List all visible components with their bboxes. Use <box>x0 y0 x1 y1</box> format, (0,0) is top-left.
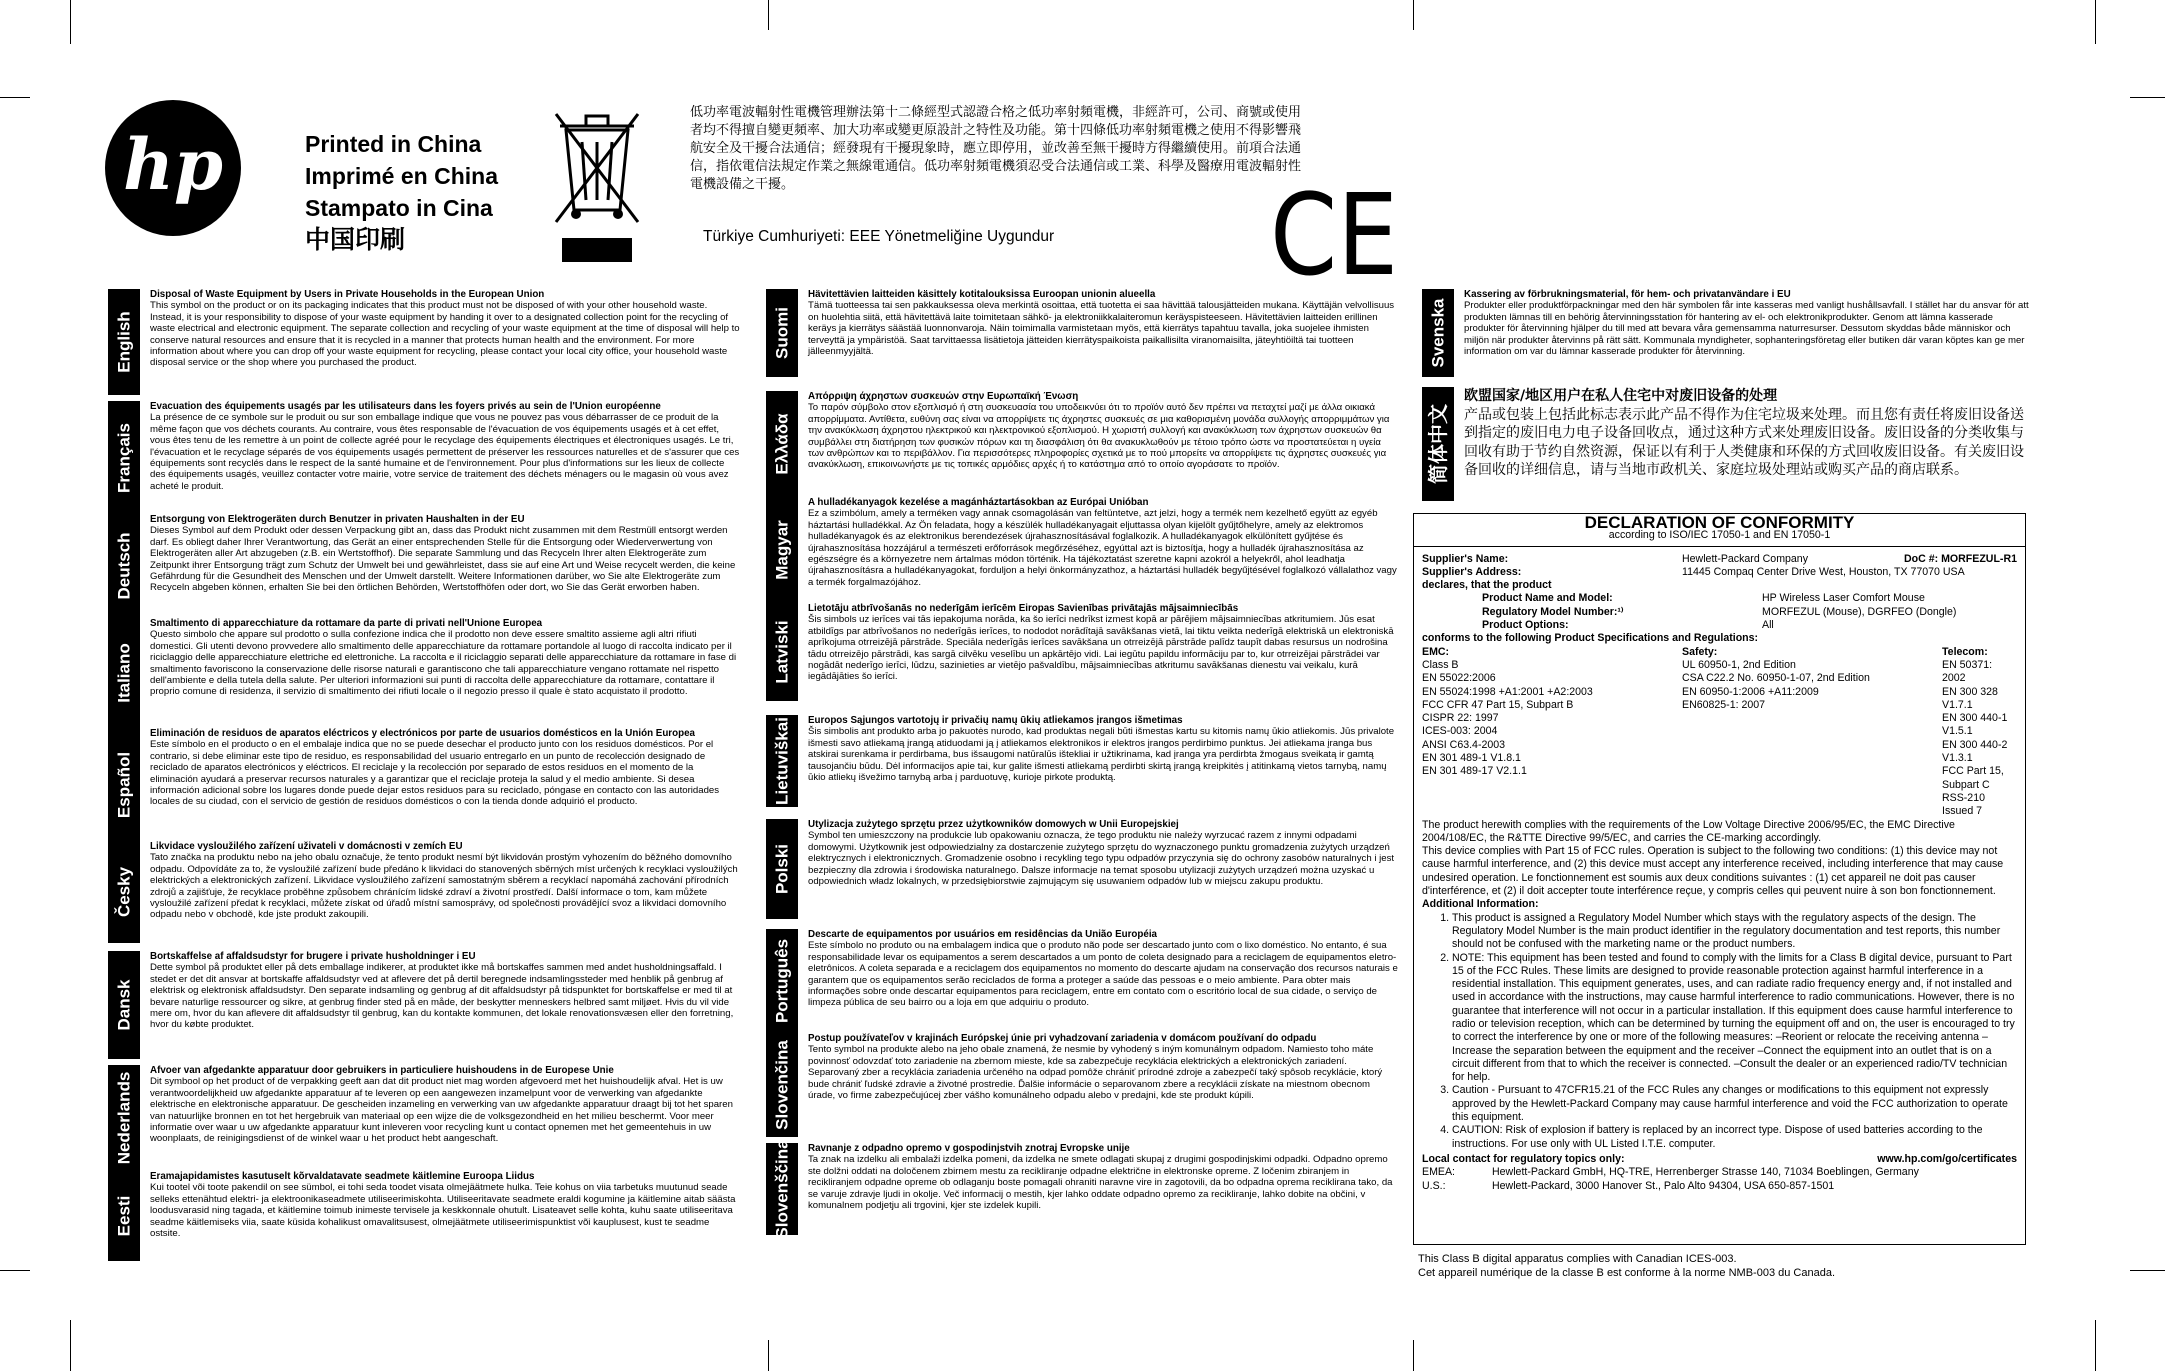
us-address: Hewlett-Packard, 3000 Hanover St., Palo Alto 94304, USA 650-857-1501 <box>1492 1179 1835 1192</box>
section-title: Kassering av förbrukningsmaterial, för hem- och privatanvändare i EU <box>1464 289 1791 300</box>
section-svenska <box>1422 289 2032 377</box>
tab-svenska: Svenska <box>1422 289 1454 377</box>
section-eesti <box>108 1171 740 1261</box>
section-francais <box>108 401 740 514</box>
section-dansk <box>108 951 740 1059</box>
section-body: Kui tootel või toote pakendil on see sümbol, ei tohi seda toodet visata olmejäätmete hulka. Teie kohus on viia tarbetuks muutunud seade selleks ettenähtud elektri- ja elektroonikaseadmete utiliseerimiskohta. Utiliseeritavate seadmete eraldi kogumine ja käitlemine aitab säästa loodusvarasid ning tagada, et käitlemine toimub inimeste tervisele ja keskkonnale ohutult. Lisateavet selle kohta, kuhu saate utiliseeritava seadme käitlemiseks viia, saate küsida kohalikust omavalitsusest, olmejäätmete utiliseerimispunktist või kauplusest, kust te seadme ostsite. <box>150 1182 736 1240</box>
crop-mark <box>2130 1270 2165 1271</box>
emc-col <box>1422 646 1622 819</box>
emc-item: FCC CFR 47 Part 15, Subpart B <box>1422 698 1574 711</box>
tab-magyar: Magyar <box>766 497 798 603</box>
section-title: Postup používateľov v krajinách Európskej únie pri vyhadzovaní zariadenia v domácom používaní do odpadu <box>808 1033 1317 1044</box>
column-2 <box>766 289 1398 1239</box>
tab-portugues: Português <box>766 929 798 1033</box>
product-name-label: Product Name and Model: <box>1482 592 1613 605</box>
regulatory-row <box>1422 606 2017 619</box>
section-title: Likvidace vysloužilého zařízení uživateli v domácnosti v zemích EU <box>150 841 463 852</box>
section-title: Hävitettävien laitteiden käsittely kotitalouksissa Euroopan unionin alueella <box>808 289 1156 300</box>
crop-mark <box>2095 1320 2096 1371</box>
declares-line: declares, that the product <box>1422 579 1552 592</box>
tab-lietuviskai: Lietuviškai <box>766 715 798 807</box>
emc-item: EN 301 489-1 V1.8.1 <box>1422 752 1521 765</box>
safety-col <box>1622 646 1942 819</box>
section-title: Evacuation des équipements usagés par les utilisateurs dans les foyers privés au sein de l'Union européenne <box>150 401 661 412</box>
section-title: Utylizacja zużytego sprzętu przez użytkowników domowych w Unii Europejskiej <box>808 819 1179 830</box>
section-latviski <box>766 603 1398 701</box>
section-slovencina <box>766 1033 1398 1137</box>
section-title: Afvoer van afgedankte apparatuur door gebruikers in particuliere huishoudens in de Europese Unie <box>150 1065 614 1076</box>
tab-slovencina: Slovenčina <box>766 1033 798 1137</box>
tab-dansk: Dansk <box>108 951 140 1059</box>
column-3 <box>1422 289 2032 501</box>
section-lietuviskai <box>766 715 1398 807</box>
spec-table <box>1422 646 2017 819</box>
doc-number: DoC #: MORFEZUL-R1 <box>1904 552 2017 565</box>
emea-row <box>1422 1166 2017 1179</box>
emc-label: EMC: <box>1422 645 1450 658</box>
emc-item: EN 55024:1998 +A1:2001 +A2:2003 <box>1422 685 1593 698</box>
tab-cesky: Česky <box>108 841 140 943</box>
crop-mark <box>768 1340 769 1371</box>
section-body: Το παρόν σύμβολο στον εξοπλισμό ή στη συσκευασία του υποδεικνύει ότι το προϊόν αυτό δεν πρέπει να πεταχτεί μαζί με άλλα οικιακά απορρίμματα. Αντίθετα, ευθύνη σας είναι να απορρίψετε τις άχρηστες συσκευές σε μια καθορισμένη μονάδα συλλογής απορριμμάτων για την ανακύκλωση άχρηστου ηλεκτρικού και ηλεκτρονικού εξοπλισμού. Η χωριστή συλλογή και ανακύκλωση των άχρηστων συσκευών θα συμβάλλει στη διατήρηση των φυσικών πόρων και τη διασφάλιση ότι θα ανακυκλωθούν με τέτοιο τρόπο ώστε να προστατεύεται η υγεία των ανθρώπων και το περιβάλλον. Για περισσότερες πληροφορίες σχετικά με το πού μπορείτε να απορρίψετε τις άχρηστες συσκευές για ανακύκλωση, επικοινωνήστε με τις τοπικές αρμόδιες αρχές ή το κατάστημα από το οποίο αγοράσατε το προϊόν. <box>808 402 1390 471</box>
crop-mark <box>768 0 769 30</box>
column-1 <box>108 289 740 1261</box>
section-body: Ez a szimbólum, amely a terméken vagy annak csomagolásán van feltüntetve, azt jelzi, hogy a termék nem kezelhető együtt az egyéb háztartási hulladékkal. Az Ön feladata, hogy a készülék hulladékanyagait eljuttassa olyan kijelölt gyűjtőhelyre, amely az elektromos hulladékanyagok és az elektronikus berendezések újrahasznosításával foglalkozik. A hulladékanyagok elkülönített gyűjtése és újrahasznosítása hozzájárul a természeti erőforrások megőrzéséhez, egyúttal azt is biztosítja, hogy a hulladék újrahasznosítása az egészségre és a környezetre nem ártalmas módon történik. Ha tájékoztatást szeretne kapni azokról a helyekről, ahol leadhatja újrahasznosításra a hulladékanyagokat, forduljon a helyi önkormányzathoz, a háztartási hulladék begyűjtésével foglalkozó vállalathoz vagy a termék forgalmazójához. <box>808 508 1397 588</box>
section-body: Dit symbool op het product of de verpakking geeft aan dat dit product niet mag worden afgevoerd met het huishoudelijk afval. Het is uw verantwoordelijkheid uw afgedankte apparatuur af te leveren op een aangewezen inzamelpunt voor de verwerking van afgedankte elektrische en elektronische apparatuur. De gescheiden inzameling en verwerking van uw afgedankte apparatuur draagt bij tot het sparen van natuurlijke bronnen en tot het hergebruik van materiaal op een wijze die de volksgezondheid en het milieu beschermt. Voor meer informatie over waar u uw afgedankte apparatuur kunt inleveren voor recycling kunt u contact opnemen met het gemeentehuis in uw woonplaats, de reinigingsdienst of de winkel waar u het product hebt aangeschaft. <box>150 1076 733 1145</box>
section-body: 产品或包装上包括此标志表示此产品不得作为住宅垃圾来处理。而且您有责任将废旧设备送到指定的废旧电力电子设备回收点，通过这种方式来处理废旧设备。废旧设备的分类收集与回收有助于节约自然资源，保证以有利于人类健康和环保的方式回收废旧设备。有关废旧设备回收的详细信息，请与当地市政机关、家庭垃圾处理站或购买产品的商店联系。 <box>1464 406 2024 478</box>
emc-item: EN 301 489-17 V2.1.1 <box>1422 765 1527 778</box>
supplier-name-label: Supplier's Name: <box>1422 552 1509 565</box>
crop-mark <box>0 97 30 98</box>
section-english <box>108 289 740 395</box>
tab-francais: Français <box>108 401 140 514</box>
emc-item: Class B <box>1422 658 1459 671</box>
tab-polski: Polski <box>766 819 798 919</box>
telecom-col <box>1942 646 2017 819</box>
section-body: La présence de ce symbole sur le produit ou sur son emballage indique que vous ne pouvez pas vous débarrasser de ce produit de la même façon que vos déchets courants. Au contraire, vous êtes responsable de l'évacuation de vos équipements usagés et à cet effet, vous êtes tenu de les remettre à un point de collecte agréé pour le recyclage des équipements électriques et électroniques usagés. Le tri, l'évacuation et le recyclage séparés de vos équipements usagés permettent de préserver les ressources naturelles et de s'assurer que ces équipements sont recyclés dans le respect de la santé humaine et de l'environnement. Pour plus d'informations sur les lieux de collecte des équipements usagés, veuillez contacter votre mairie, votre service de traitement des déchets ménagers ou le magasin où vous avez acheté le produit. <box>150 412 740 492</box>
tab-deutsch: Deutsch <box>108 514 140 618</box>
section-title: Απόρριψη άχρηστων συσκευών στην Ευρωπαϊκή Ένωση <box>808 391 1079 402</box>
emea-label: EMEA: <box>1422 1166 1455 1179</box>
section-title: A hulladékanyagok kezelése a magánháztartásokban az Európai Unióban <box>808 497 1149 508</box>
safety-item: EN 60950-1:2006 +A11:2009 <box>1682 685 1819 698</box>
note-item: 1. This product is assigned a Regulatory Model Number which stays with the regulatory aspects of the design. The Regulatory Model Number is the main product identifier in the regulatory documentation and test reports, this number should not be confused with the marketing name or the product numbers. <box>1452 912 2017 952</box>
fcc-statement: This device complies with Part 15 of FCC rules. Operation is subject to the following two conditions: (1) this device may not cause harmful interference, and (2) this device must accept any interference received, including interference that may cause undesired operation. Le fonctionnement est soumis aux deux conditions suivantes : (1) cet appareil ne doit pas causer d'interférence, et (2) il doit accepter toute interférence reçue, y compris celles qui peuvent nuire à son bon fonctionnement. <box>1422 845 2004 898</box>
section-title: Lietotāju atbrīvošanās no nederīgām ierīcēm Eiropas Savienības privātajās mājsaimniecībās <box>808 603 1239 614</box>
section-body: Este símbolo en el producto o en el embalaje indica que no se puede desechar el producto junto con los residuos domésticos. Por el contrario, si debe eliminar este tipo de residuo, es responsabilidad del usuario entregarlo en un punto de recolección designado de reciclado de aparatos electrónicos y eléctricos. El reciclaje y la recolección por separado de estos residuos en el momento de la eliminación ayudará a preservar recursos naturales y a garantizar que el reciclaje proteja la salud y el medio ambiente. Si desea información adicional sobre los lugares donde puede dejar estos residuos para su reciclado, póngase en contacto con las autoridades locales de su ciudad, con el servicio de gestión de residuos domésticos o con la tienda donde adquirió el producto. <box>150 739 720 808</box>
tab-eesti: Eesti <box>108 1171 140 1261</box>
emc-item: CISPR 22: 1997 <box>1422 712 1499 725</box>
emc-item: ICES-003: 2004 <box>1422 725 1498 738</box>
section-title: Eramajapidamistes kasutuselt kõrvaldatavate seadmete käitlemine Euroopa Liidus <box>150 1171 535 1182</box>
safety-label: Safety: <box>1682 645 1718 658</box>
section-body: Este símbolo no produto ou na embalagem indica que o produto não pode ser descartado junto com o lixo doméstico. No entanto, é sua responsabilidade levar os equipamentos a serem descartados a um ponto de coleta designado para a reciclagem de equipamentos eletro-eletrônicos. A coleta separada e a reciclagem dos equipamentos no momento do descarte ajudam na conservação dos recursos naturais e garantem que os equipamentos serão reciclados de forma a proteger a saúde das pessoas e o meio ambiente. Para obter mais informações sobre onde descartar equipamentos para reciclagem, entre em contato com o escritório local de sua cidade, o serviço de limpeza pública de seu bairro ou a loja em que adquiriu o produto. <box>808 940 1398 1009</box>
printed-in-block <box>305 128 498 256</box>
tab-english: English <box>108 289 140 395</box>
telecom-item: EN 300 440-1 V1.5.1 <box>1942 712 2008 738</box>
supplier-name-row <box>1422 553 2017 566</box>
section-body: This symbol on the product or on its packaging indicates that this product must not be disposed of with your other household waste. Instead, it is your responsibility to dispose of your waste equipment by handing it over to a designated collection point for the recycling of waste electrical and electronic equipment. The separate collection and recycling of your waste equipment at the time of disposal will help to conserve natural resources and ensure that it is recycled in a manner that protects human health and the environment. For more information about where you can drop off your waste equipment for recycling, please contact your local city office, your household waste disposal service or the shop where you purchased the product. <box>150 300 740 369</box>
section-body: Tämä tuotteessa tai sen pakkauksessa oleva merkintä osoittaa, että tuotetta ei saa hävittää talousjätteiden mukana. Käyttäjän velvollisuus on huolehtia siitä, että hävitettävä laite toimitetaan sähkö- ja elektroniikkalaiteromun keräyspisteeseen. Hävitettävien laitteiden erillinen keräys ja kierrätys säästää luonnonvaroja. Näin toimimalla varmistetaan myös, että kierrätys tapahtuu tavalla, joka suojelee ihmisten terveyttä ja ympäristöä. Saat tarvittaessa lisätietoja jätteiden kierrätyspaikoista paikallisilta viranomaisilta, jäteyhtiöiltä tai tuotteen jälleenmyyjältä. <box>808 300 1395 358</box>
additional-info-label: Additional Information: <box>1422 898 1539 911</box>
note-item: 4. CAUTION: Risk of explosion if battery is replaced by an incorrect type. Dispose of used batteries according to the instructions. For use only with UL Listed I.T.E. computer. <box>1452 1124 2017 1151</box>
telecom-item: EN 300 328 V1.7.1 <box>1942 685 1998 711</box>
emc-item: ANSI C63.4-2003 <box>1422 738 1506 751</box>
product-name: HP Wireless Laser Comfort Mouse <box>1762 592 1925 605</box>
canada-ices-fr: Cet appareil numérique de la classe B est conforme à la norme NMB-003 du Canada. <box>1418 1267 1836 1279</box>
us-label: U.S.: <box>1422 1179 1446 1192</box>
section-body: Questo simbolo che appare sul prodotto o sulla confezione indica che il prodotto non deve essere smaltito assieme agli altri rifiuti domestici. Gli utenti devono provvedere allo smaltimento delle apparecchiature da rottamare portandole al luogo di raccolta indicato per il riciclaggio delle apparecchiature elettriche ed elettroniche. La raccolta e il riciclaggio separati delle apparecchiature da rottamare in fase di smaltimento favoriscono la conservazione delle risorse naturali e garantiscono che tali apparecchiature vengano rottamate nel rispetto dell'ambiente e della tutela della salute. Per ulteriori informazioni sui punti di raccolta delle apparecchiature da rottamare, contattare il proprio comune di residenza, il servizio di smaltimento dei rifiuti locale o il negozio presso il quale è stato acquistato il prodotto. <box>150 629 737 698</box>
safety-item: CSA C22.2 No. 60950-1-07, 2nd Edition <box>1682 672 1870 685</box>
crop-mark <box>1413 1340 1414 1371</box>
section-title: Smaltimento di apparecchiature da rottamare da parte di privati nell'Unione Europea <box>150 618 543 629</box>
section-body: Produkter eller produktförpackningar med den här symbolen får inte kasseras med vanligt hushållsavfall. I stället har du ansvar för att produkten lämnas till en behörig återvinningsstation för hantering av el- och elektronikprodukter. Genom att lämna kasserade produkter för återvinning hjälper du till med att bevara våra gemensamma naturresurser. Dessutom skyddas både människor och miljön när produkter återvinns på rätt sätt. Kommunala myndigheter, sophanteringsföretag eller butiken där varan köptes kan ge mer information om var du lämnar kasserade produkter för återvinning. <box>1464 300 2029 358</box>
doc-subtitle: according to ISO/IEC 17050-1 and EN 17050-1 <box>1608 529 1831 542</box>
section-title: Descarte de equipamentos por usuários em residências da União Européia <box>808 929 1157 940</box>
emc-item: EN 55022:2006 <box>1422 672 1496 685</box>
doc-title: DECLARATION OF CONFORMITY <box>1584 513 1855 532</box>
crop-mark <box>70 0 71 44</box>
tab-latviski: Latviski <box>766 603 798 701</box>
crop-mark <box>2095 0 2096 44</box>
safety-item: EN60825-1: 2007 <box>1682 698 1766 711</box>
tab-suomi: Suomi <box>766 289 798 377</box>
section-portugues <box>766 929 1398 1033</box>
supplier-name: Hewlett-Packard Company <box>1682 552 1808 565</box>
compliance-statement: The product herewith complies with the requirements of the Low Voltage Directive 2006/95/EC, the EMC Directive 2004/108/EC, the R&TTE Directive 99/5/EC, and carries the CE-marking accordingly. <box>1422 818 1955 844</box>
telecom-item: RSS-210 Issued 7 <box>1942 791 1985 818</box>
section-title: Disposal of Waste Equipment by Users in Private Households in the European Union <box>150 289 545 300</box>
turkey-eee-notice: Türkiye Cumhuriyeti: EEE Yönetmeliğine Uygundur <box>703 228 1055 245</box>
section-italiano <box>108 618 740 728</box>
hp-logo-icon <box>104 99 242 237</box>
canada-ices-en: This Class B digital apparatus complies with Canadian ICES-003. <box>1418 1253 1737 1265</box>
tab-espanol: Español <box>108 728 140 841</box>
ce-mark-icon <box>1270 171 1400 301</box>
section-chinese <box>1422 387 2032 501</box>
crop-mark <box>0 1270 30 1271</box>
svg-text:CE: CE <box>1270 171 1398 301</box>
tab-nederlands: Nederlands <box>108 1065 140 1171</box>
printed-cn: 中国印刷 <box>305 225 406 254</box>
section-body: Ta znak na izdelku ali embalaži izdelka pomeni, da izdelka ne smete odlagati skupaj z drugimi gospodinjskimi odpadki. Odpadno opremo ste dolžni oddati na določenem zbirnem mestu za recikliranje odpadne električne in elektronske opreme. Z ločenim zbiranjem in recikliranjem odpadne opreme ob odlaganju boste pomagali ohraniti naravne vire in zagotovili, da bo odpadna oprema reciklirana tako, da se varuje zdravje ljudi in okolje. Več informacij o mestih, kjer lahko oddate odpadno opremo za recikliranje, lahko dobite na občini, v komunalnem podjetju ali trgovini, kjer ste izdelek kupili. <box>808 1154 1393 1212</box>
weee-bin-icon <box>552 110 642 265</box>
section-polski <box>766 819 1398 919</box>
section-body: Šis simbols uz ierīces vai tās iepakojuma norāda, ka šo ierīci nedrīkst izmest kopā ar pārējiem mājsaimniecības atkritumiem. Jūs esat atbildīgs par atbrīvošanos no nederīgās ierīces, to nododot norādītajā savākšanas vietā, lai tiktu veikta nederīgā elektriskā un elektroniskā aprīkojuma otrreizējā pārstrāde. Speciāla nederīgās ierīces savākšana un otrreizējā pārstrāde palīdz taupīt dabas resursus un nodrošina tādu otrreizējo pārstrādi, kas sargā cilvēku veselību un apkārtējo vidi. Lai iegūtu papildu informāciju par to, kur otrreizējai pārstrādei var nogādāt nederīgo ierīci, lūdzu, sazinieties ar vietējo pašvaldību, mājsaimniecības atkritumu savākšanas dienestu vai veikalu, kurā iegādājāties šo ierīci. <box>808 614 1394 683</box>
taiwan-ncc-notice: 低功率電波輻射性電機管理辦法第十二條經型式認證合格之低功率射頻電機，非經許可，公司、商號或使用者均不得擅自變更頻率、加大功率或變更原設計之特性及功能。第十四條低功率射頻電機之使用不得影響飛航安全及干擾合法通信；經發現有干擾現象時，應立即停用，並改善至無干擾時方得繼續使用。前項合法通信，指依電信法規定作業之無線電通信。低功率射頻電機須忍受合法通信或工業、科學及醫療用電波輻射性電機設備之干擾。 <box>690 105 1302 192</box>
section-deutsch <box>108 514 740 618</box>
section-title: 欧盟国家/地区用户在私人住宅中对废旧设备的处理 <box>1464 388 1778 404</box>
section-body: Šis simbolis ant produkto arba jo pakuotės nurodo, kad produktas negali būti išmestas kartu su kitomis namų ūkio atliekomis. Jūs privalote išmesti savo atliekamą įrangą atiduodami ją į atliekamos elektronikos ir elektros įrangos perdirbimo punktus. Jei atliekama įranga bus atskirai surenkama ir perdirbama, bus išsaugomi natūralūs ištekliai ir užtikrinama, kad įranga yra perdirbta žmogaus sveikatą ir gamtą tausojančiu būdu. Dėl informacijos apie tai, kur galite išmesti atliekamą perdirbti skirtą įrangą kreipkitės į atitinkamą vietos tarnybą, namų ūkio atliekų išvežimo tarnybą arba į parduotuvę, kurioje pirkote produktą. <box>808 726 1395 784</box>
doc-header <box>1414 514 2025 547</box>
section-title: Europos Sąjungos vartotojų ir privačių namų ūkių atliekamos įrangos išmetimas <box>808 715 1183 726</box>
hp-logo <box>104 99 242 237</box>
tab-slovenscina: Slovenščina <box>766 1143 798 1235</box>
section-body: Dette symbol på produktet eller på dets emballage indikerer, at produktet ikke må bortskaffes sammen med andet husholdningsaffald. I stedet er det dit ansvar at bortskaffe affaldsudstyr ved at aflevere det på dertil beregnede indsamlingssteder med henblik på genbrug af elektrisk og elektronisk affaldsudstyr. Den separate indsamling og genbrug af dit affaldsudstyr på tidspunktet for bortskaffelse er med til at bevare naturlige ressourcer og sikre, at genbrug finder sted på en måde, der beskytter menneskers helbred samt miljøet. Hvis du vil vide mere om, hvor du kan aflevere dit affaldsudstyr til genbrug, kan du kontakte kommunen, det lokale renovationsvæsen eller den forretning, hvor du købte produktet. <box>150 962 734 1031</box>
conforms-line: conforms to the following Product Specifications and Regulations: <box>1422 632 1759 645</box>
section-title: Eliminación de residuos de aparatos eléctricos y electrónicos por parte de usuarios domésticos en la Unión Europea <box>150 728 695 739</box>
supplier-address-row <box>1422 566 2017 579</box>
section-body: Symbol ten umieszczony na produkcie lub opakowaniu oznacza, że tego produktu nie należy wyrzucać razem z innymi odpadami domowymi. Użytkownik jest odpowiedzialny za dostarczenie zużytego sprzętu do wyznaczonego punktu gromadzenia zużytych urządzeń elektrycznych i elektronicznych. Gromadzenie osobno i recykling tego typu odpadów przyczynia się do ochrony zasobów naturalnych i jest bezpieczny dla zdrowia i środowiska naturalnego. Dalsze informacje na temat sposobu utylizacji zużytych urządzeń można uzyskać u odpowiednich władz lokalnych, w przedsiębiorstwie zajmującym się usuwaniem odpadów lub w miejscu zakupu produktu. <box>808 830 1395 888</box>
section-slovenscina <box>766 1139 1398 1239</box>
printed-it: Stampato in Cina <box>305 195 493 221</box>
section-title: Ravnanje z odpadno opremo v gospodinjstvih znotraj Evropske unije <box>808 1143 1130 1154</box>
tab-italiano: Italiano <box>108 618 140 728</box>
printed-fr: Imprimé en China <box>305 163 498 189</box>
local-contact-row <box>1422 1153 2017 1166</box>
supplier-address: 11445 Compaq Center Drive West, Houston, TX 77070 USA <box>1682 565 1965 578</box>
certificates-link[interactable]: www.hp.com/go/certificates <box>1877 1152 2017 1165</box>
svg-text:hp: hp <box>123 123 223 206</box>
supplier-address-label: Supplier's Address: <box>1422 565 1522 578</box>
crop-mark <box>70 1320 71 1371</box>
section-espanol <box>108 728 740 841</box>
options-row <box>1422 619 2017 632</box>
section-body: Tento symbol na produkte alebo na jeho obale znamená, že nesmie by vyhodený s iným komunálnym odpadom. Namiesto toho máte povinnosť odovzdať toto zariadenie na zbernom mieste, kde sa zabezpečuje recyklácia elektrických a elektronických zariadení. Separovaný zber a recyklácia zariadenia určeného na odpad pomôže chrániť prírodné zdroje a zabezpečí taký spôsob recyklácie, ktorý bude chrániť ľudské zdravie a životné prostredie. Ďalšie informácie o separovanom zbere a recyklácii získate na miestnom obecnom úrade, vo firme zabezpečujúcej zber vášho komunálneho odpadu alebo v predajni, kde ste produkt kúpili. <box>808 1044 1383 1102</box>
options-label: Product Options: <box>1482 619 1569 632</box>
section-ellada <box>766 391 1398 497</box>
section-title: Entsorgung von Elektrogeräten durch Benutzer in privaten Haushalten in der EU <box>150 514 525 525</box>
note-item: 3. Caution - Pursuant to 47CFR15.21 of the FCC Rules any changes or modifications to this equipment not expressly approved by the Hewlett-Packard Company may cause harmful interference and void the FCC authorization to operate this equipment. <box>1452 1084 2017 1124</box>
note-item: 2. NOTE: This equipment has been tested and found to comply with the limits for a Class B digital device, pursuant to Part 15 of the FCC Rules. These limits are designed to provide reasonable protection against harmful interference in a residential installation. This equipment generates, uses, and can radiate radio frequency energy and, if not installed and used in accordance with the instructions, may cause harmful interference to radio communications. However, there is no guarantee that interference will not occur in a particular installation. If this equipment does cause harmful interference to radio or television reception, which can be determined by turning the equipment off and on, the user is encouraged to try to correct the interference by one or more of the following measures: –Reorient or relocate the receiving antenna – Increase the separation between the equipment and the receiver –Connect the equipment into an outlet that is on a circuit different from that to which the receiver is connected. –Consult the dealer or an experienced radio/TV technician for help. <box>1452 952 2017 1085</box>
telecom-item: EN 300 440-2 V1.3.1 <box>1942 738 2008 765</box>
printed-en: Printed in China <box>305 131 482 157</box>
section-suomi <box>766 289 1398 377</box>
declaration-of-conformity <box>1413 513 2026 1245</box>
canada-ices-notice <box>1418 1252 1835 1280</box>
telecom-item: EN 50371: 2002 <box>1942 658 1993 685</box>
crop-mark <box>2130 97 2165 98</box>
product-options: All <box>1762 619 1774 632</box>
tab-ellada: Ελλάδα <box>766 391 798 497</box>
section-cesky <box>108 841 740 943</box>
ce-mark <box>1270 171 1400 301</box>
regulatory-number: MORFEZUL (Mouse), DGRFEO (Dongle) <box>1762 605 1957 618</box>
notes-list <box>1422 912 2017 1151</box>
section-title: Bortskaffelse af affaldsudstyr for brugere i private husholdninger i EU <box>150 951 476 962</box>
product-name-row <box>1422 592 2017 605</box>
tab-chinese: 简体中文 <box>1422 387 1454 501</box>
telecom-item: FCC Part 15, Subpart C <box>1942 765 2004 791</box>
section-body: Dieses Symbol auf dem Produkt oder dessen Verpackung gibt an, dass das Produkt nicht zusammen mit dem Restmüll entsorgt werden darf. Es obliegt daher Ihrer Verantwortung, das Gerät an einer entsprechenden Stelle für die Entsorgung oder Wiederverwertung von Elektrogeräten aller Art abzugeben (z.B. ein Wertstoffhof). Die separate Sammlung und das Recyceln Ihrer alten Elektrogeräte zum Zeitpunkt ihrer Entsorgung trägt zum Schutz der Umwelt bei und gewährleistet, dass sie auf eine Art und Weise recycelt werden, die keine Gefährdung für die Gesundheit des Menschen und der Umwelt darstellt. Weitere Informationen darüber, wo Sie alte Elektrogeräte zum Recyceln abgeben können, erhalten Sie bei den örtlichen Behörden, Wertstoffhöfen oder dort, wo Sie das Gerät erworben haben. <box>150 525 736 594</box>
telecom-label: Telecom: <box>1942 645 1988 658</box>
local-contact-label: Local contact for regulatory topics only: <box>1422 1152 1625 1165</box>
emea-address: Hewlett-Packard GmbH, HQ-TRE, Herrenberger Strasse 140, 71034 Boeblingen, Germany <box>1492 1166 1919 1179</box>
crop-mark <box>1413 0 1414 30</box>
us-row <box>1422 1180 2017 1193</box>
safety-item: UL 60950-1, 2nd Edition <box>1682 658 1796 671</box>
section-body: Tato značka na produktu nebo na jeho obalu označuje, že tento produkt nesmí být likvidován prostým vyhozením do běžného domovního odpadu. Odpovídáte za to, že vysloužilé zařízení bude předáno k likvidaci do stanovených sběrných míst určených k recyklaci vysloužilých elektrických a elektronických zařízení. Likvidace vysloužilého zařízení samostatným sběrem a recyklací napomáhá zachování přírodních zdrojů a zajišťuje, že recyklace proběhne způsobem chránícím lidské zdraví a životní prostředí. Další informace o tom, kam můžete vysloužilé zařízení předat k recyklaci, můžete získat od úřadů místní samosprávy, od společnosti provádějící svoz a likvidaci domovního odpadu nebo v obchodě, kde jste produkt zakoupili. <box>150 852 738 921</box>
section-nederlands <box>108 1065 740 1171</box>
section-magyar <box>766 497 1398 603</box>
regulatory-label: Regulatory Model Number:¹⁾ <box>1482 605 1624 618</box>
